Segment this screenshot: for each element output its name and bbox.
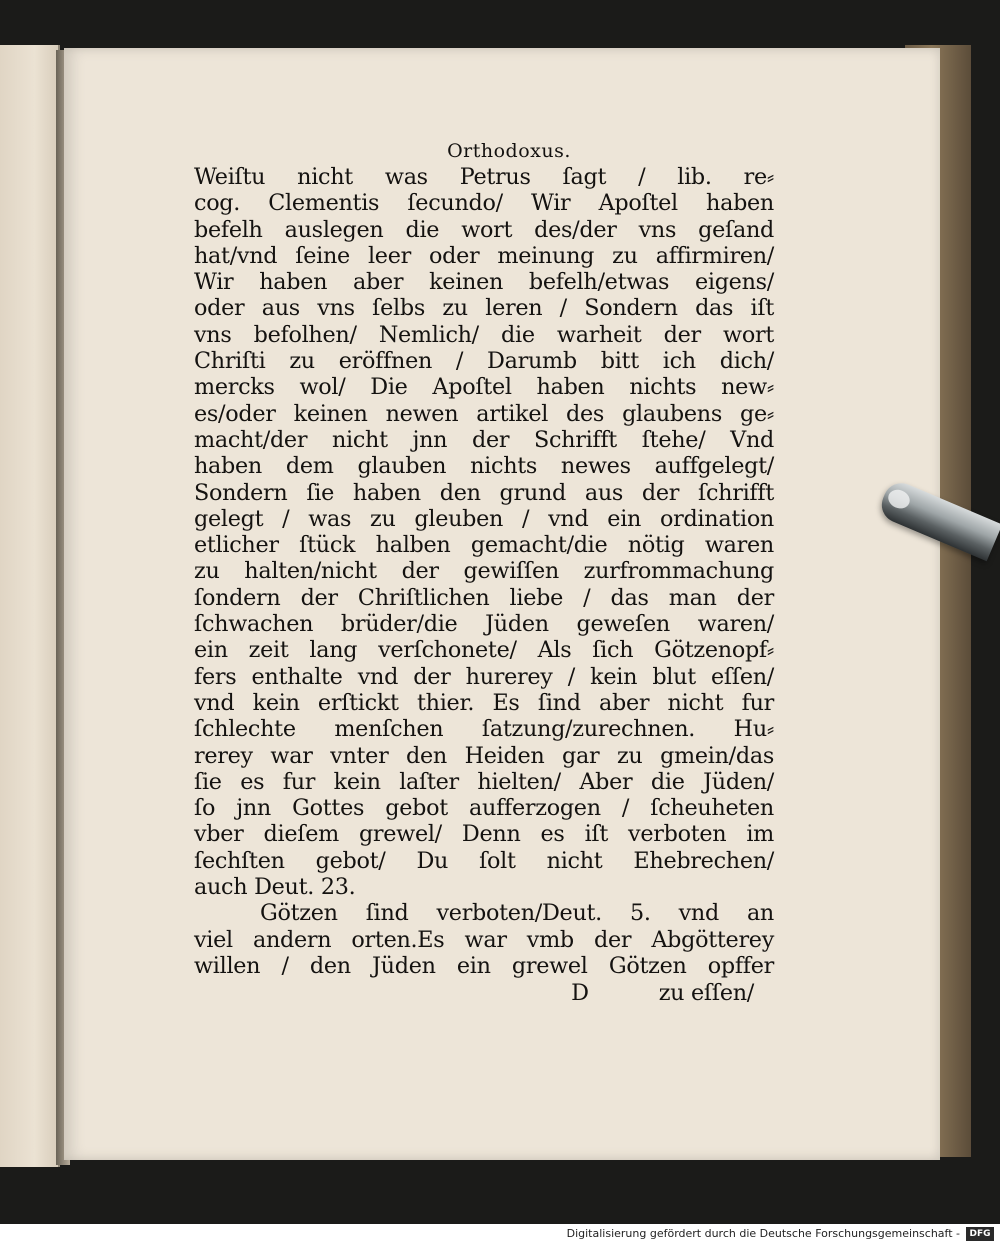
text-line: fers enthalte vnd der hurerey / kein blut eſſen/: [194, 663, 774, 690]
text-line: vnd kein erſtickt thier. Es ſind aber nicht fur: [194, 689, 774, 716]
text-line: haben dem glauben nichts newes auffgelegt/: [194, 453, 774, 480]
running-header: Orthodoxus.: [447, 140, 571, 162]
footer-credit: Digitalisierung gefördert durch die Deutsche Forschungsgemeinschaft -: [566, 1227, 960, 1240]
text-line: Weiſtu nicht was Petrus ſagt / lib. re⸗: [194, 164, 774, 190]
text-block: [194, 138, 774, 1007]
text-line: zu halten/nicht der gewiſſen zurfrommachung: [194, 558, 774, 585]
text-line: ſo jnn Gottes gebot aufferzogen / ſcheuheten: [194, 795, 774, 822]
text-line: macht/der nicht jnn der Schrifft ſtehe/ Vnd: [194, 426, 774, 453]
page-footer-line: [194, 979, 774, 1007]
book-page: [64, 48, 940, 1160]
text-line: es/oder keinen newen artikel des glaubens ge⸗: [194, 400, 774, 427]
text-line: mercks wol/ Die Apoſtel haben nichts new⸗: [194, 374, 774, 401]
text-line: ſie es fur kein laſter hielten/ Aber die Jüden/: [194, 768, 774, 795]
text-line: befelh auslegen die wort des/der vns geſand: [194, 216, 774, 243]
facing-page-edge: [0, 45, 60, 1167]
text-line: ſechſten gebot/ Du ſolt nicht Ehebrechen/: [194, 847, 774, 874]
text-line: viel andern orten.Es war vmb der Abgötterey: [194, 926, 774, 953]
text-line: oder aus vns ſelbs zu leren / Sondern das iſt: [194, 295, 774, 322]
text-line: etlicher ſtück halben gemacht/die nötig waren: [194, 532, 774, 559]
text-line: vns befolhen/ Nemlich/ die warheit der wort: [194, 321, 774, 348]
text-line: ſondern der Chriſtlichen liebe / das man der: [194, 584, 774, 611]
text-line: Sondern ſie haben den grund aus der ſchrifft: [194, 479, 774, 506]
text-line: ein zeit lang verſchonete/ Als ſich Götzenopf⸗: [194, 637, 774, 664]
text-line: Wir haben aber keinen befelh/etwas eigens/: [194, 269, 774, 296]
text-line: Chriſti zu eröffnen / Darumb bitt ich dich/: [194, 348, 774, 375]
text-line: willen / den Jüden ein grewel Götzen opffer: [194, 952, 774, 979]
dfg-logo: DFG: [966, 1227, 994, 1241]
catchword: zu eſſen/: [658, 980, 754, 1007]
text-line: cog. Clementis ſecundo/ Wir Apoſtel haben: [194, 190, 774, 217]
text-line: hat/vnd ſeine leer oder meinung zu affirmiren/: [194, 242, 774, 269]
signature-mark: D: [571, 980, 589, 1007]
pen-tip: [885, 487, 912, 512]
text-line: gelegt / was zu gleuben / vnd ein ordination: [194, 505, 774, 532]
text-line: ſchwachen brüder/die Jüden geweſen waren/: [194, 611, 774, 638]
text-line: vber dieſem grewel/ Denn es iſt verboten im: [194, 821, 774, 848]
text-line: ſchlechte menſchen ſatzung/zurechnen. Hu⸗: [194, 716, 774, 743]
footer-bar: [0, 1224, 1000, 1244]
text-line: Götzen ſind verboten/Deut. 5. vnd an: [260, 900, 774, 927]
text-line: rerey war vnter den Heiden gar zu gmein/das: [194, 742, 774, 769]
text-line: auch Deut. 23.: [194, 874, 356, 901]
